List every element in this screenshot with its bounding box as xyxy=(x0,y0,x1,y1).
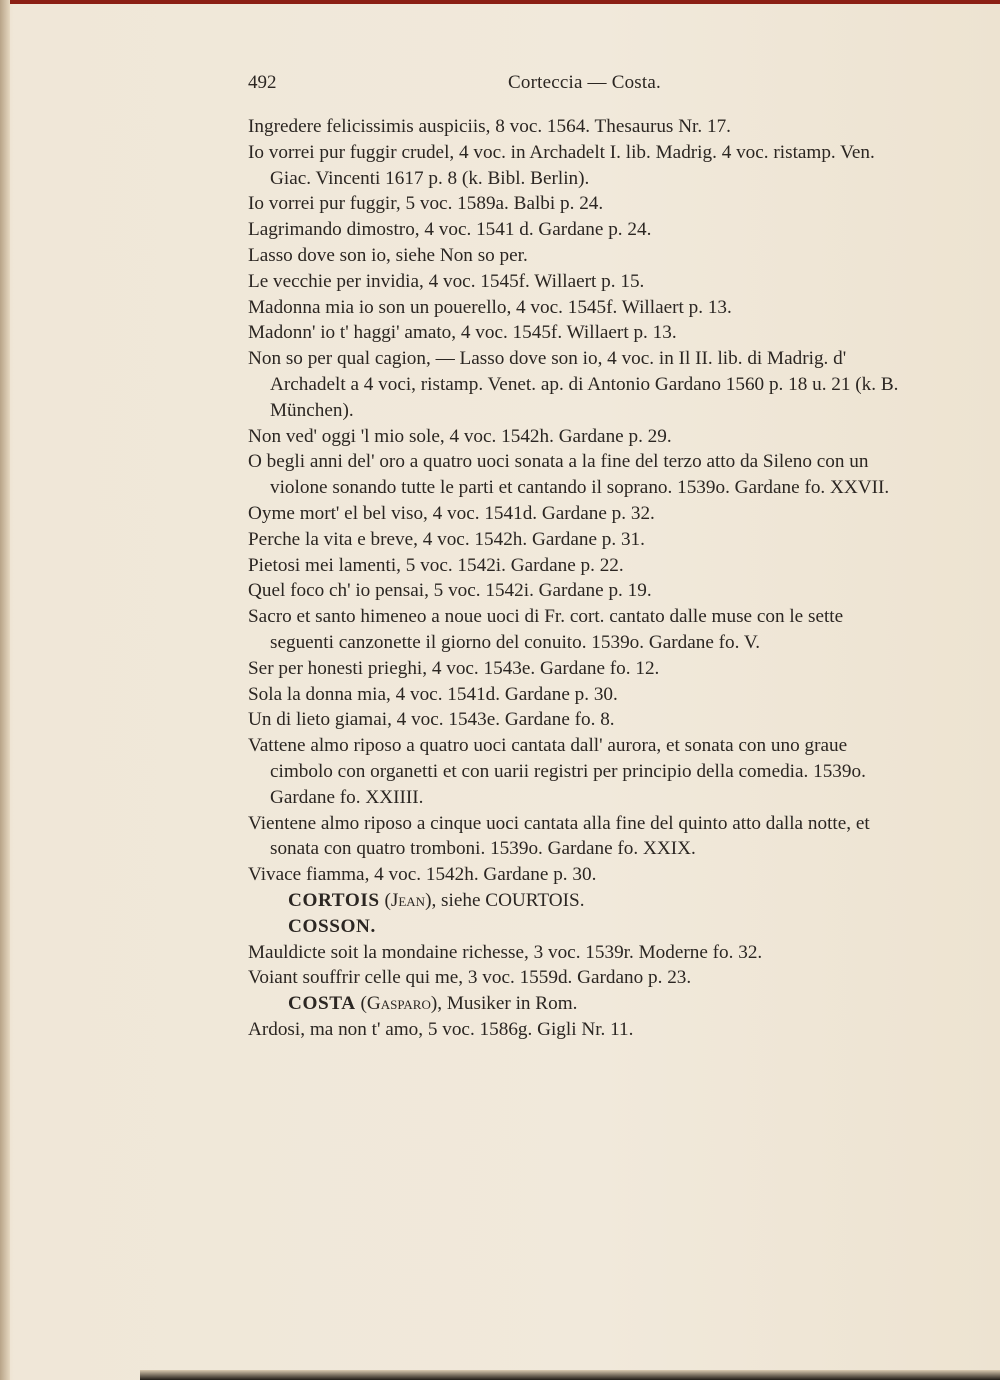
work-entry: Le vecchie per invidia, 4 voc. 1545f. Willaert p. 15. xyxy=(248,270,645,292)
work-entry: Madonn' io t' haggi' amato, 4 voc. 1545f. Willaert p. 13. xyxy=(248,322,677,344)
composer-heading-cosson xyxy=(248,914,908,940)
work-entry: Voiant souffrir celle qui me, 3 voc. 1559d. Gardano p. 23. xyxy=(248,967,692,989)
work-entry: Quel foco ch' io pensai, 5 voc. 1542i. Gardane p. 19. xyxy=(248,580,652,602)
work-entry: Ser per honesti prieghi, 4 voc. 1543e. Gardane fo. 12. xyxy=(248,657,660,679)
work-entry: O begli anni del' oro a quatro uoci sonata a la fine del terzo atto da Sileno con un violone sonando tutte le parti et cantando il soprano. 1539o. Gardane fo. XXVII. xyxy=(248,451,890,499)
page-binding-edge xyxy=(0,0,10,1380)
composer-heading-costa: COSTA (Gasparo), Musiker in Rom. xyxy=(288,993,578,1015)
work-entry: Non ved' oggi 'l mio sole, 4 voc. 1542h. Gardane p. 29. xyxy=(248,425,672,447)
corteccia-entries xyxy=(248,114,908,888)
work-entry: Ingredere felicissimis auspiciis, 8 voc. 1564. Thesaurus Nr. 17. xyxy=(248,116,731,137)
work-entry: Ardosi, ma non t' amo, 5 voc. 1586g. Gigli Nr. 11. xyxy=(248,1018,634,1040)
work-entry: Io vorrei pur fuggir crudel, 4 voc. in Archadelt I. lib. Madrig. 4 voc. ristamp. Ven. Giac. Vincenti 1617 p. 8 (k. Bibl. Berlin). xyxy=(248,141,875,189)
composer-name: CORTOIS xyxy=(288,889,380,911)
page-number: 492 xyxy=(248,72,277,93)
work-entry: Vattene almo riposo a quatro uoci cantata dall' aurora, et sonata con uno graue cimbolo con organetti et con uarii registri per principio della comedia. 1539o. Gardane fo. XXIIII. xyxy=(248,735,866,808)
composer-first-name: Jean xyxy=(390,889,426,911)
work-entry: Lasso dove son io, siehe Non so per. xyxy=(248,244,528,266)
running-title: Corteccia — Costa. xyxy=(508,72,661,93)
page-body xyxy=(248,114,908,1043)
work-entry: Un di lieto giamai, 4 voc. 1543e. Gardane fo. 8. xyxy=(248,709,615,731)
work-entry: Io vorrei pur fuggir, 5 voc. 1589a. Balbi p. 24. xyxy=(248,193,604,215)
composer-name: COSTA xyxy=(288,993,356,1015)
work-entry: Pietosi mei lamenti, 5 voc. 1542i. Gardane p. 22. xyxy=(248,554,624,576)
work-entry: Lagrimando dimostro, 4 voc. 1541 d. Gardane p. 24. xyxy=(248,219,652,241)
work-entry: Vientene almo riposo a cinque uoci cantata alla fine del quinto atto dalla notte, et sonata con quatro tromboni. 1539o. Gardane fo. XXIX. xyxy=(248,812,870,860)
composer-first-name: Gasparo xyxy=(366,993,431,1015)
work-entry: Perche la vita e breve, 4 voc. 1542h. Gardane p. 31. xyxy=(248,528,645,550)
composer-note: , siehe COURTOIS. xyxy=(431,889,585,911)
work-entry: Mauldicte soit la mondaine richesse, 3 voc. 1539r. Moderne fo. 32. xyxy=(248,941,763,963)
composer-name: COSSON. xyxy=(288,915,376,937)
work-entry: Vivace fiamma, 4 voc. 1542h. Gardane p. 30. xyxy=(248,864,597,886)
work-entry: Madonna mia io son un pouerello, 4 voc. 1545f. Willaert p. 13. xyxy=(248,296,732,318)
work-entry: Non so per qual cagion, — Lasso dove son io, 4 voc. in Il II. lib. di Madrig. d' Archadelt a 4 voci, ristamp. Venet. ap. di Antonio Gardano 1560 p. 18 u. 21 (k. B. München). xyxy=(248,348,899,421)
composer-note: , Musiker in Rom. xyxy=(437,993,578,1015)
work-entry: Sacro et santo himeneo a noue uoci di Fr. cort. cantato dalle muse con le sette seguenti canzonette il giorno del conuito. 1539o. Gardane fo. V. xyxy=(248,606,844,653)
composer-heading-cortois: CORTOIS (Jean), siehe COURTOIS. xyxy=(288,889,585,911)
page-bottom-edge xyxy=(140,1370,1000,1380)
page-header xyxy=(248,72,908,102)
page-top-edge xyxy=(0,0,1000,4)
work-entry: Sola la donna mia, 4 voc. 1541d. Gardane p. 30. xyxy=(248,683,618,705)
work-entry: Oyme mort' el bel viso, 4 voc. 1541d. Gardane p. 32. xyxy=(248,502,655,524)
